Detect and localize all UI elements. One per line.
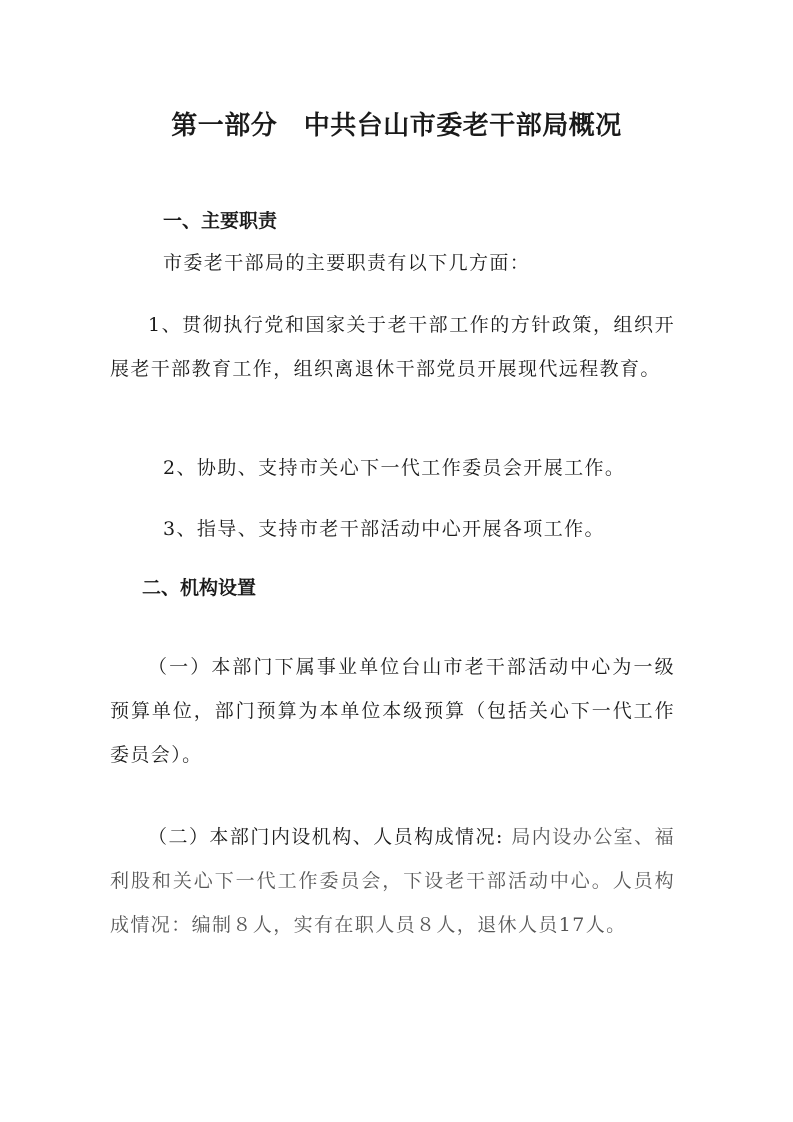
structure-paragraph-2-lead: （二）本部门内设机构、人员构成情况: [148,826,512,848]
page-title: 第一部分 中共台山市委老干部局概况 [171,111,622,141]
section-heading-duties: 一、主要职责 [163,210,278,232]
duty-item-2: 2、协助、支持市关心下一代工作委员会开展工作。 [163,457,626,479]
section-heading-structure: 二、机构设置 [142,577,257,599]
structure-paragraph-1: （一）本部门下属事业单位台山市老干部活动中心为一级预算单位，部门预算为本单位本级预算（包括关心下一代工作委员会）。 [110,656,675,766]
duty-item-3: 3、指导、支持市老干部活动中心开展各项工作。 [163,518,605,540]
structure-paragraph-2 [110,815,675,947]
structure-paragraph-2-detail: 局内设办公室、福利股和关心下一代工作委员会，下设老干部活动中心。人员构成情况：编制８人，实有在职人员８人，退休人员17人。 [110,826,676,936]
duties-intro: 市委老干部局的主要职责有以下几方面： [163,252,531,274]
duty-item-1: 1、贯彻执行党和国家关于老干部工作的方针政策，组织开展老干部教育工作，组织离退休干部党员开展现代远程教育。 [110,314,675,380]
